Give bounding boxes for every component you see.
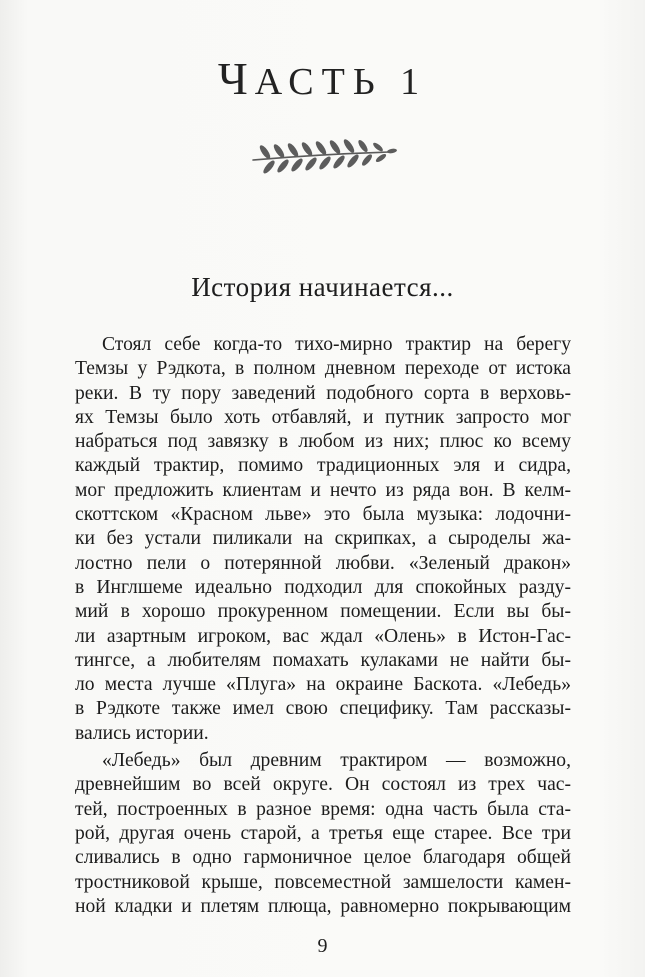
text-line: рой, другая очень старой, а третья еще старее. Все три <box>75 822 571 844</box>
body-text <box>75 333 571 919</box>
text-line: скоттском «Красном льве» это была музыка: лодочни- <box>75 504 571 526</box>
text-line: сливались в одно гармоничное целое благодаря общей <box>75 847 571 869</box>
page-number: 9 <box>317 935 328 957</box>
text-line: вались истории. <box>75 722 209 744</box>
chapter-title-rest: АСТЬ 1 <box>254 61 428 103</box>
text-line: Темзы у Рэдкота, в полном дневном переходе от истока <box>75 358 571 380</box>
text-line: мий в хорошо прокуренном помещении. Если вы бы- <box>75 601 571 623</box>
text-line: набраться под завязку в любом из них; плюс ко всему <box>75 431 571 453</box>
text-line: мог предложить клиентам и нечто из ряда вон. В келм- <box>75 479 571 501</box>
paragraph-2 <box>75 749 571 919</box>
text-line: Стоял себе когда-то тихо-мирно трактир на берегу <box>102 334 571 355</box>
text-line: тингсе, а любителям помахать кулаками не найти бы- <box>75 649 571 671</box>
chapter-title <box>0 52 645 105</box>
text-line: «Лебедь» был древним трактиром — возможно, <box>102 750 571 772</box>
text-line: ли азартным игроком, вас ждал «Олень» в Истон-Гас- <box>75 625 571 647</box>
text-line: ки без устали пиликали на скрипках, а сыроделы жа- <box>75 528 571 550</box>
text-line: лостно пели о потерянной любви. «Зеленый дракон» <box>75 552 571 574</box>
text-line: древнейшим во всей округе. Он состоял из трех час- <box>75 774 571 796</box>
section-title: История начинается... <box>191 272 454 302</box>
laurel-branch-icon <box>247 138 397 180</box>
text-line: ло места лучше «Плуга» на окраине Баскота. «Лебедь» <box>75 674 571 696</box>
text-line: каждый трактир, помимо традиционных эля и сидра, <box>75 455 571 477</box>
paragraph-1 <box>75 333 571 746</box>
chapter-title-initial: Ч <box>217 53 255 104</box>
text-line: ях Темзы было хоть отбавляй, и путник запросто мог <box>75 406 571 428</box>
text-line: в Инглшеме идеально подходил для спокойных разду- <box>75 576 571 598</box>
text-line: реки. В ту пору заведений подобного сорта в верховь- <box>75 382 571 404</box>
text-line: тростниковой крыше, повсеместной замшелости камен- <box>75 871 571 893</box>
text-line: в Рэдкоте также имел свою специфику. Там рассказы- <box>75 698 571 720</box>
text-line: ной кладки и плетям плюща, равномерно покрывающим <box>75 895 571 917</box>
text-line: тей, построенных в разное время: одна часть была ста- <box>75 798 571 820</box>
